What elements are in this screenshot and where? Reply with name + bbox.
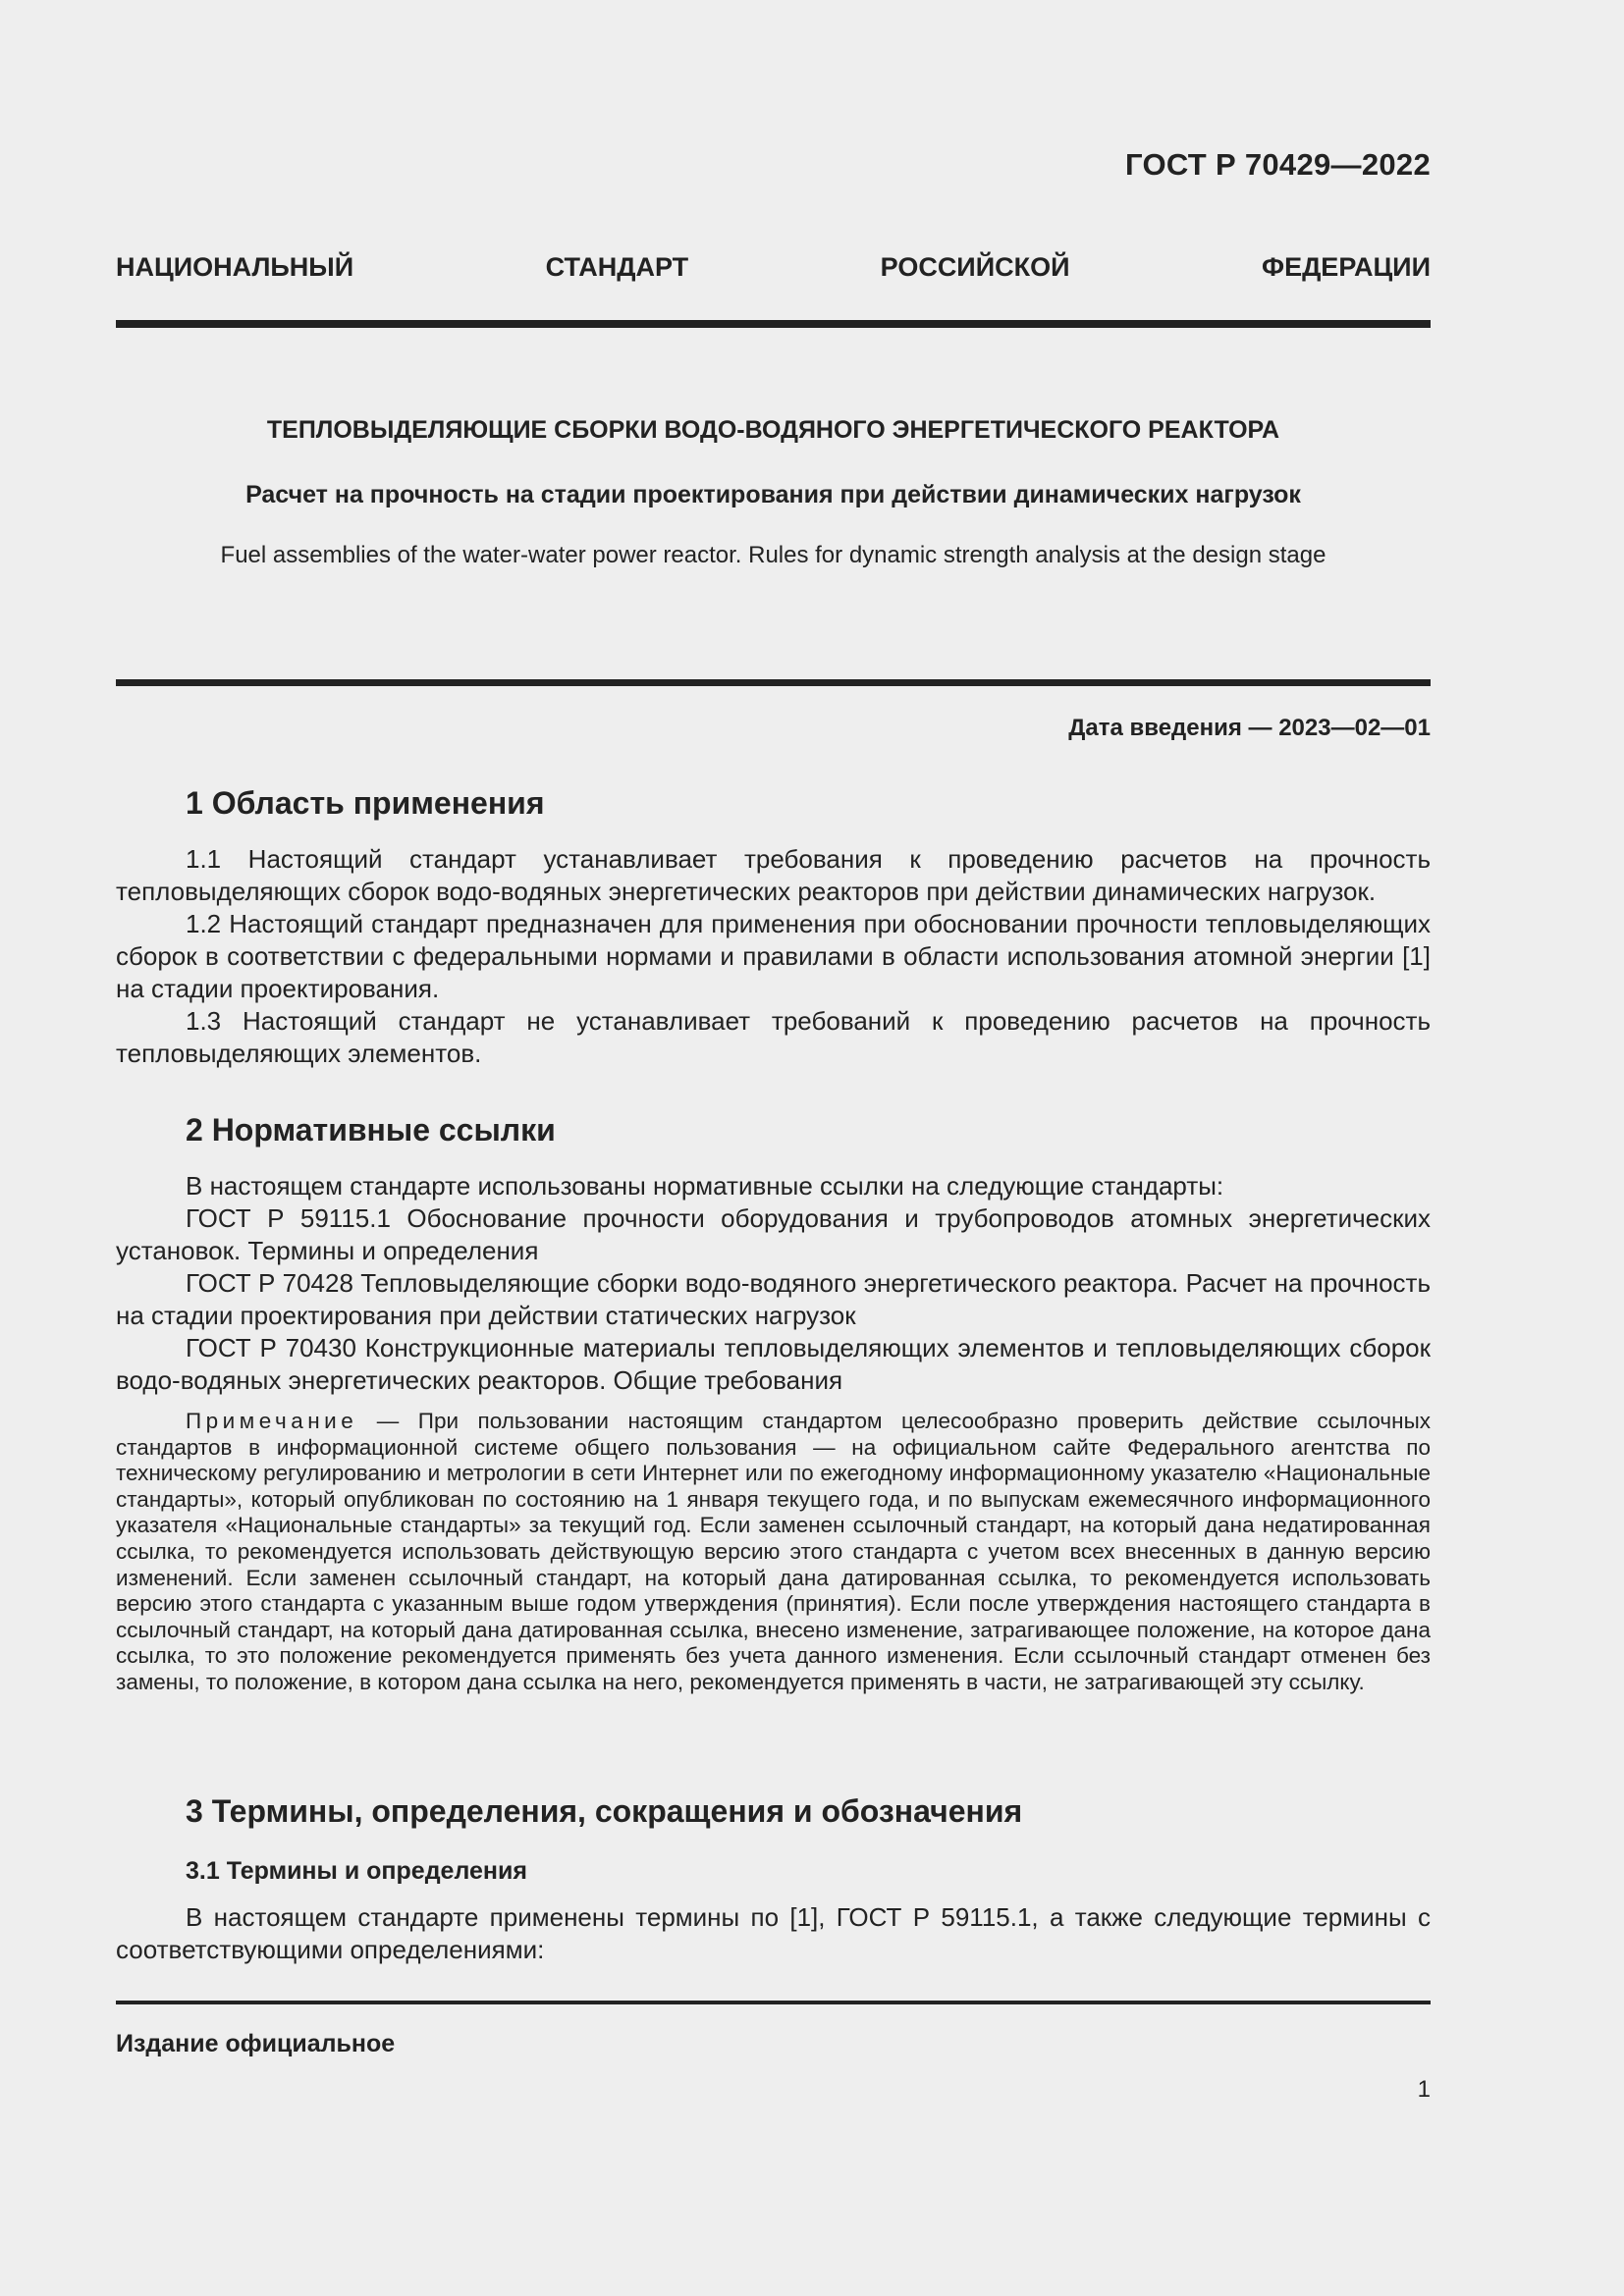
national-standard-banner: НАЦИОНАЛЬНЫЙ СТАНДАРТ РОССИЙСКОЙ ФЕДЕРАЦИИ: [116, 252, 1431, 282]
header-rule: [116, 320, 1431, 328]
document-page: [116, 0, 1431, 2296]
section-3-1-heading: 3.1 Термины и определения: [186, 1857, 527, 1885]
page-number: 1: [1417, 2076, 1431, 2103]
section-1-heading: 1 Область применения: [186, 785, 545, 821]
section-3-body: [116, 1901, 1431, 1966]
section-2-body: [116, 1170, 1431, 1397]
paragraph-1-3: 1.3 Настоящий стандарт не устанавливает требований к проведению расчетов на прочность тепловыделяющих элементов.: [116, 1006, 1431, 1068]
paragraph-1-1: 1.1 Настоящий стандарт устанавливает требования к проведению расчетов на прочность тепловыделяющих сборок водо-водяных энергетических реакторов при действии динамических нагрузок.: [116, 844, 1431, 906]
section-2-heading: 2 Нормативные ссылки: [186, 1112, 556, 1148]
footer-rule: [116, 2001, 1431, 2004]
references-note: [116, 1409, 1431, 1696]
document-title: ТЕПЛОВЫДЕЛЯЮЩИЕ СБОРКИ ВОДО-ВОДЯНОГО ЭНЕРГЕТИЧЕСКОГО РЕАКТОРА: [266, 416, 1280, 444]
title-rule: [116, 679, 1431, 686]
document-title-english: Fuel assemblies of the water-water power reactor. Rules for dynamic strength analysis at the design stage: [220, 542, 1326, 568]
paragraph-1-2: 1.2 Настоящий стандарт предназначен для применения при обосновании прочности тепловыделяющих сборок в соответствии с федеральными нормами и правилами в области использования атомной энергии [1] на стадии проектирования.: [116, 909, 1431, 1003]
introduction-date: Дата введения — 2023—02—01: [1068, 715, 1431, 741]
section-1-body: [116, 843, 1431, 1070]
reference-item: ГОСТ Р 70428 Тепловыделяющие сборки водо-водяного энергетического реактора. Расчет на прочность на стадии проектирования при действии статических нагрузок: [116, 1268, 1431, 1330]
terms-intro: В настоящем стандарте применены термины по [1], ГОСТ Р 59115.1, а также следующие термины с соответствующими определениями:: [116, 1902, 1431, 1964]
document-number: ГОСТ Р 70429—2022: [1125, 147, 1431, 182]
note-label: Примечание: [186, 1409, 358, 1433]
official-edition-label: Издание официальное: [116, 2030, 396, 2057]
reference-item: ГОСТ Р 70430 Конструкционные материалы тепловыделяющих элементов и тепловыделяющих сборок водо-водяных энергетических реакторов. Общие требования: [116, 1333, 1431, 1395]
references-intro: В настоящем стандарте использованы нормативные ссылки на следующие стандарты:: [186, 1171, 1224, 1201]
reference-item: ГОСТ Р 59115.1 Обоснование прочности оборудования и трубопроводов атомных энергетических установок. Термины и определения: [116, 1203, 1431, 1265]
section-3-heading: 3 Термины, определения, сокращения и обозначения: [186, 1793, 1023, 1829]
document-subtitle: Расчет на прочность на стадии проектирования при действии динамических нагрузок: [245, 481, 1301, 508]
note-text: — При пользовании настоящим стандартом целесообразно проверить действие ссылочных стандартов в информационной системе общего пользования — на официальном сайте Федерального агентства по техническому регулированию и метрологии в сети Интернет или по ежегодному информационному указателю «Национальные стандарты», который опубликован по состоянию на 1 января текущего года, и по выпускам ежемесячного информационного указателя «Национальные стандарты» за текущий год. Если заменен ссылочный стандарт, на который дана недатированная ссылка, то рекомендуется использовать действующую версию этого стандарта с учетом всех внесенных в данную версию изменений. Если заменен ссылочный стандарт, на который дана датированная ссылка, то рекомендуется использовать версию этого стандарта с указанным выше годом утверждения (принятия). Если после утверждения настоящего стандарта в ссылочный стандарт, на который дана датированная ссылка, внесено изменение, затрагивающее положение, на которое дана ссылка, то это положение рекомендуется применять без учета данного изменения. Если ссылочный стандарт отменен без замены, то положение, в котором дана ссылка на него, рекомендуется применять в части, не затрагивающей эту ссылку.: [116, 1409, 1431, 1694]
